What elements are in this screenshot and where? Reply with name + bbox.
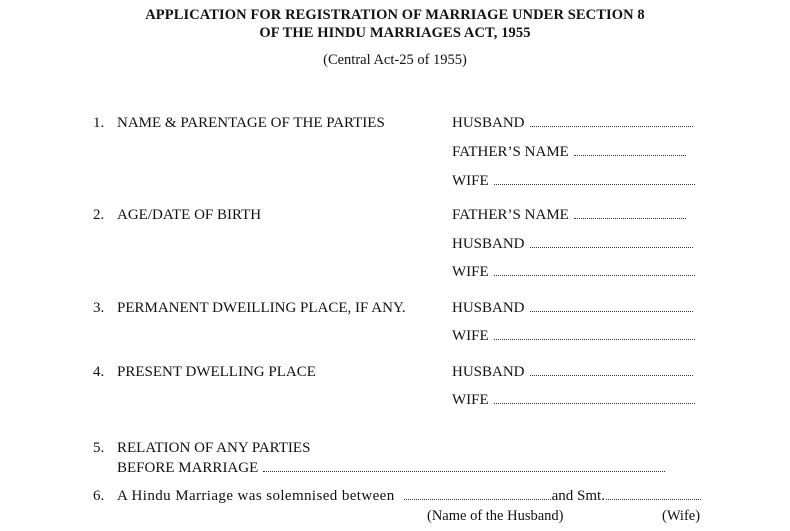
field-label: WIFE xyxy=(452,392,489,408)
item-3-label: PERMANENT DWEILLING PLACE, IF ANY. xyxy=(117,300,406,316)
fill-in-line[interactable] xyxy=(574,217,686,219)
field-label: HUSBAND xyxy=(452,364,525,380)
item-5-label-line-2: BEFORE MARRIAGE xyxy=(117,460,259,476)
fill-in-line[interactable] xyxy=(494,274,695,276)
item-4-wife-field[interactable] xyxy=(452,392,695,409)
field-label: HUSBAND xyxy=(452,236,525,252)
field-label: FATHER’S NAME xyxy=(452,144,569,160)
fill-in-line[interactable] xyxy=(494,338,695,340)
form-title-line-2: OF THE HINDU MARRIAGES ACT, 1955 xyxy=(259,25,531,41)
item-4-label: PRESENT DWELLING PLACE xyxy=(117,364,316,380)
item-6-number: 6. xyxy=(93,488,105,504)
item-1-wife-field[interactable] xyxy=(452,173,695,190)
husband-name-line[interactable] xyxy=(404,498,551,500)
fill-in-line[interactable] xyxy=(530,246,693,248)
field-label: WIFE xyxy=(452,264,489,280)
fill-in-line[interactable] xyxy=(263,470,665,472)
item-5-label-line-1: RELATION OF ANY PARTIES xyxy=(117,440,311,456)
field-label: HUSBAND xyxy=(452,300,525,316)
caption-name-of-husband: (Name of the Husband) xyxy=(427,508,564,524)
wife-name-line[interactable] xyxy=(606,498,701,500)
item-1-husband-field[interactable] xyxy=(452,115,693,132)
item-2-label: AGE/DATE OF BIRTH xyxy=(117,207,262,223)
fill-in-line[interactable] xyxy=(530,310,693,312)
item-2-fathers-name-field[interactable] xyxy=(452,207,686,224)
fill-in-line[interactable] xyxy=(494,402,695,404)
item-6-text-middle: and Smt. xyxy=(551,488,605,504)
fill-in-line[interactable] xyxy=(494,183,695,185)
item-4-number: 4. xyxy=(93,364,105,380)
item-1-fathers-name-field[interactable] xyxy=(452,144,686,161)
item-3-husband-field[interactable] xyxy=(452,300,693,317)
field-label: WIFE xyxy=(452,173,489,189)
caption-wife: (Wife) xyxy=(662,508,701,524)
form-subtitle: (Central Act-25 of 1955) xyxy=(323,52,467,68)
item-6-text-before: A Hindu Marriage was solemnised between xyxy=(117,488,395,504)
fill-in-line[interactable] xyxy=(530,374,693,376)
item-1-label: NAME & PARENTAGE OF THE PARTIES xyxy=(117,115,385,131)
item-2-husband-field[interactable] xyxy=(452,236,693,253)
form-title-line-1: APPLICATION FOR REGISTRATION OF MARRIAGE UNDER SECTION 8 xyxy=(145,7,645,23)
item-4-husband-field[interactable] xyxy=(452,364,693,381)
item-2-wife-field[interactable] xyxy=(452,264,695,281)
field-label: HUSBAND xyxy=(452,115,525,131)
item-3-wife-field[interactable] xyxy=(452,328,695,345)
item-3-number: 3. xyxy=(93,300,105,316)
field-label: WIFE xyxy=(452,328,489,344)
fill-in-line[interactable] xyxy=(530,125,693,127)
item-2-number: 2. xyxy=(93,207,105,223)
item-5-number: 5. xyxy=(93,440,105,456)
fill-in-line[interactable] xyxy=(574,154,686,156)
item-5-relation-field[interactable] xyxy=(117,460,665,477)
field-label: FATHER’S NAME xyxy=(452,207,569,223)
item-1-number: 1. xyxy=(93,115,105,131)
item-6-marriage-statement[interactable] xyxy=(117,488,701,505)
